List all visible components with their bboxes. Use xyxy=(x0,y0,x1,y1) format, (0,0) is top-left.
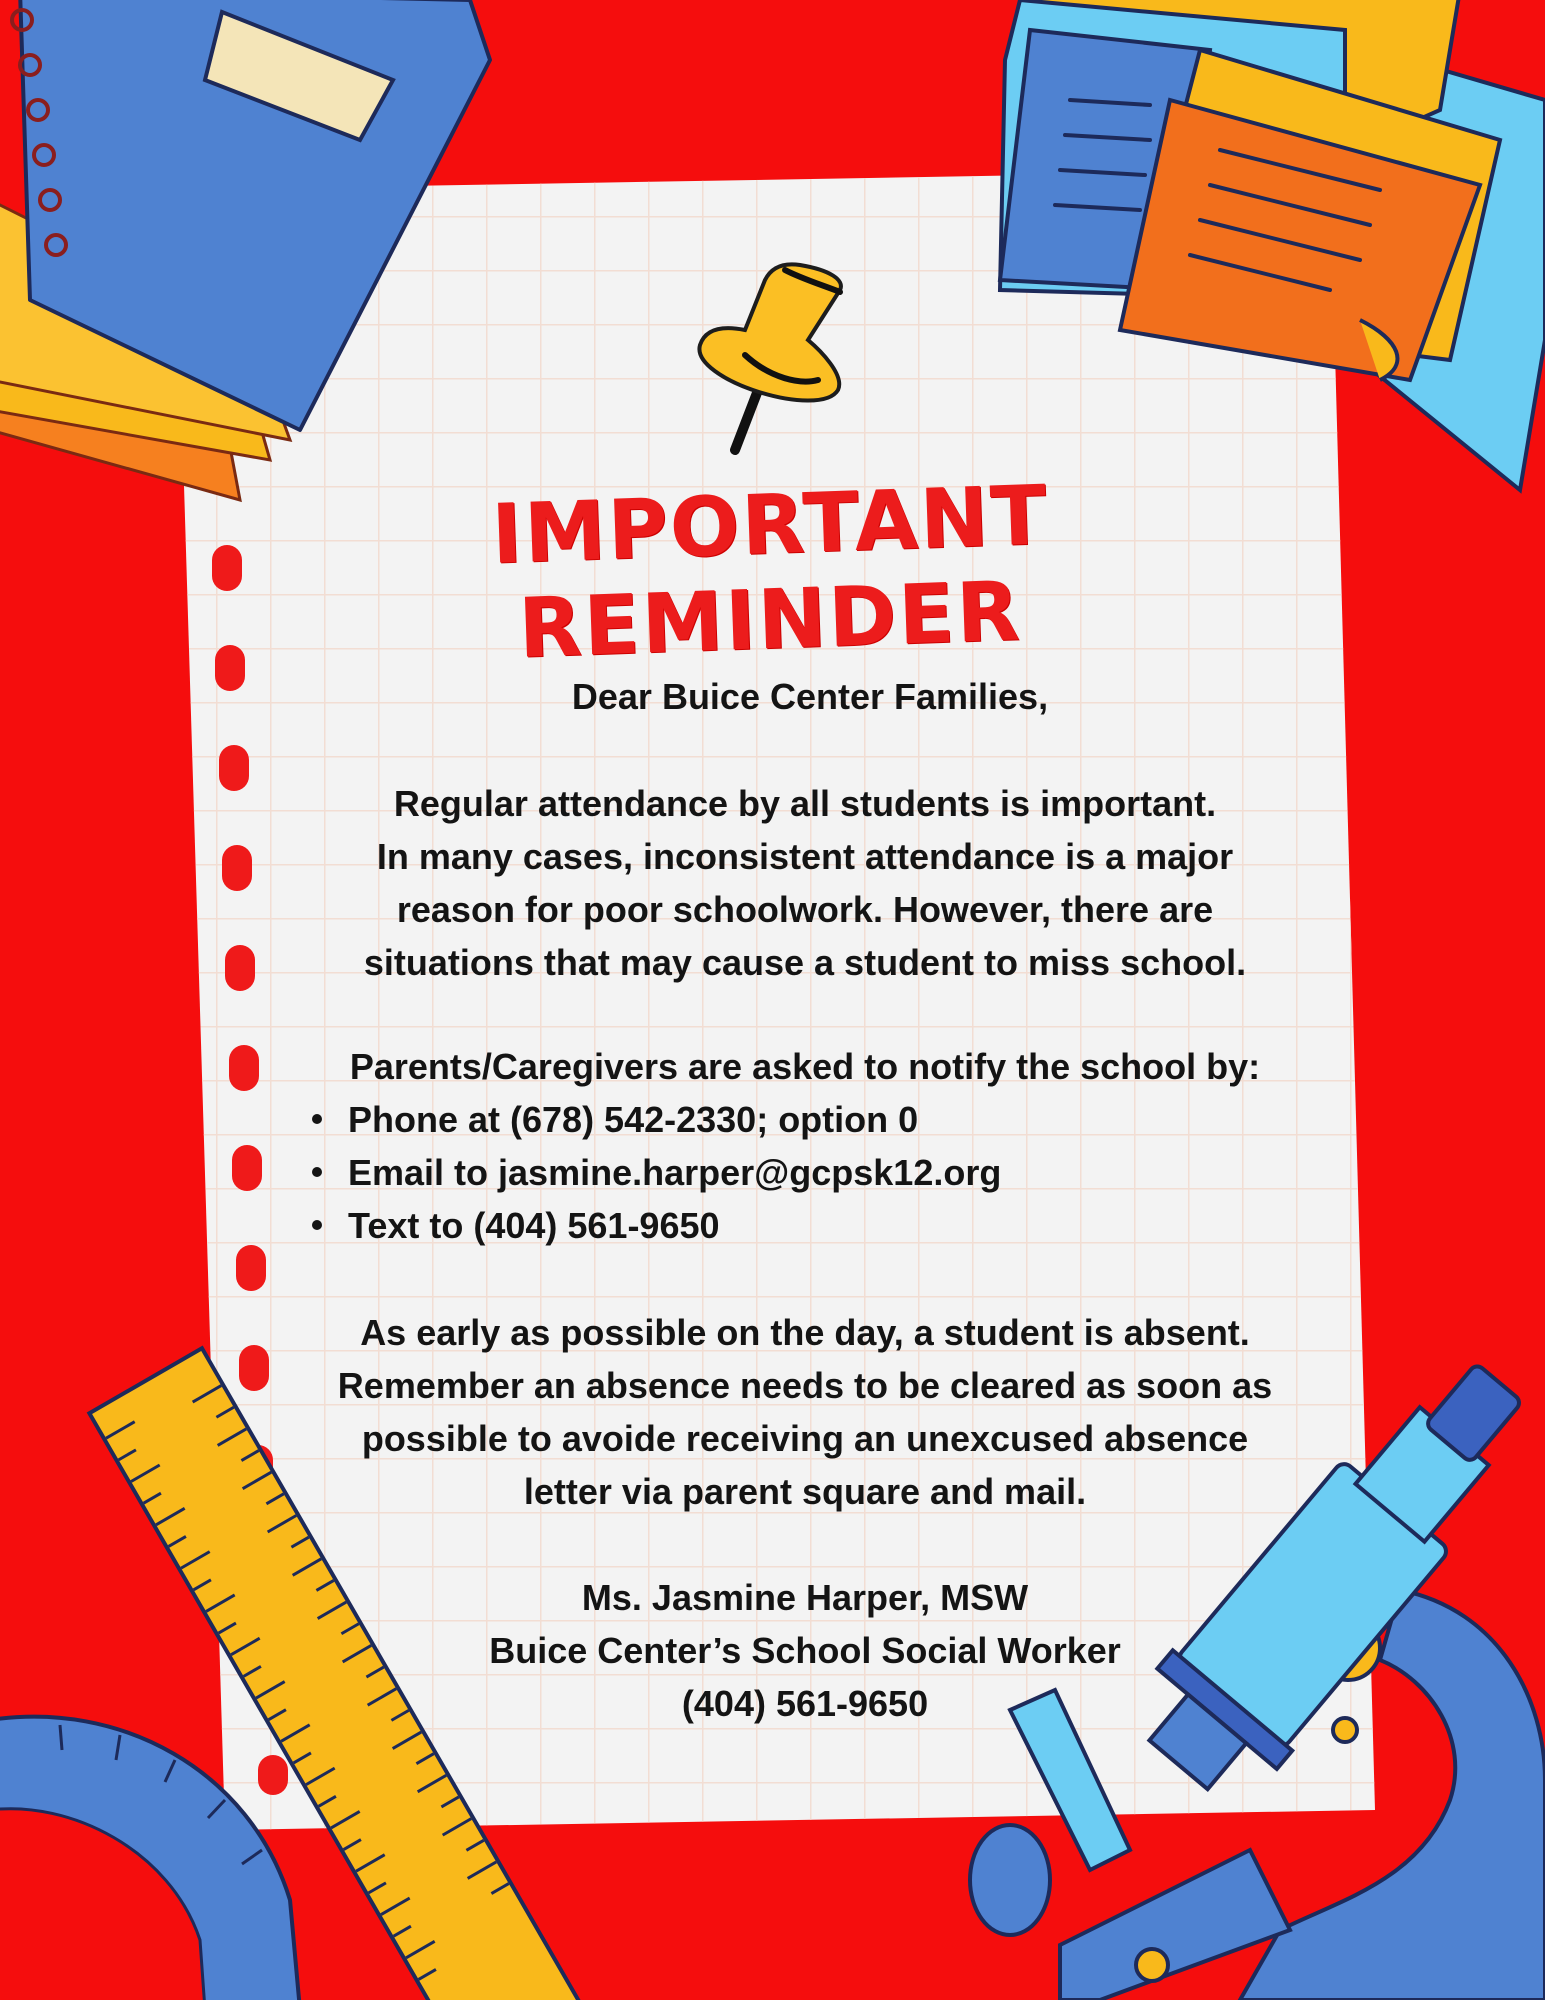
bullet-icon xyxy=(312,1167,322,1177)
contact-email-text: Email to jasmine.harper@gcpsk12.org xyxy=(348,1152,1002,1193)
bullet-icon xyxy=(312,1114,322,1124)
contact-email xyxy=(310,1146,1001,1199)
contact-text xyxy=(310,1199,1001,1252)
paragraph-line: In many cases, inconsistent attendance is a major xyxy=(376,836,1234,877)
paragraph-line: reason for poor schoolwork. However, there are xyxy=(396,889,1214,930)
signature-name: Ms. Jasmine Harper, MSW xyxy=(581,1577,1029,1618)
paragraph-line: possible to avoide receiving an unexcused absence xyxy=(361,1418,1249,1459)
paragraph-line: Regular attendance by all students is important. xyxy=(393,783,1217,824)
notify-intro xyxy=(290,1040,1320,1093)
signature-phone: (404) 561-9650 xyxy=(681,1683,929,1724)
paragraph-line: situations that may cause a student to miss school. xyxy=(363,942,1247,983)
headline-reminder: REMINDER xyxy=(516,564,1024,677)
signature-block xyxy=(290,1571,1320,1730)
absence-paragraph xyxy=(290,1306,1320,1518)
contact-methods-list xyxy=(310,1093,1001,1252)
signature-title: Buice Center’s School Social Worker xyxy=(489,1630,1121,1671)
greeting xyxy=(500,670,1120,723)
paragraph-line: As early as possible on the day, a student is absent. xyxy=(360,1312,1250,1353)
contact-phone xyxy=(310,1093,1001,1146)
paragraph-line: Remember an absence needs to be cleared as soon as xyxy=(337,1365,1273,1406)
headline-important: IMPORTANT xyxy=(490,468,1050,583)
bullet-icon xyxy=(312,1220,322,1230)
notify-intro-text: Parents/Caregivers are asked to notify the school by: xyxy=(349,1046,1261,1087)
contact-phone-text: Phone at (678) 542-2330; option 0 xyxy=(348,1099,919,1140)
greeting-text: Dear Buice Center Families, xyxy=(571,676,1049,717)
contact-text-number: Text to (404) 561-9650 xyxy=(348,1205,720,1246)
attendance-paragraph xyxy=(290,777,1320,989)
paragraph-line: letter via parent square and mail. xyxy=(523,1471,1087,1512)
